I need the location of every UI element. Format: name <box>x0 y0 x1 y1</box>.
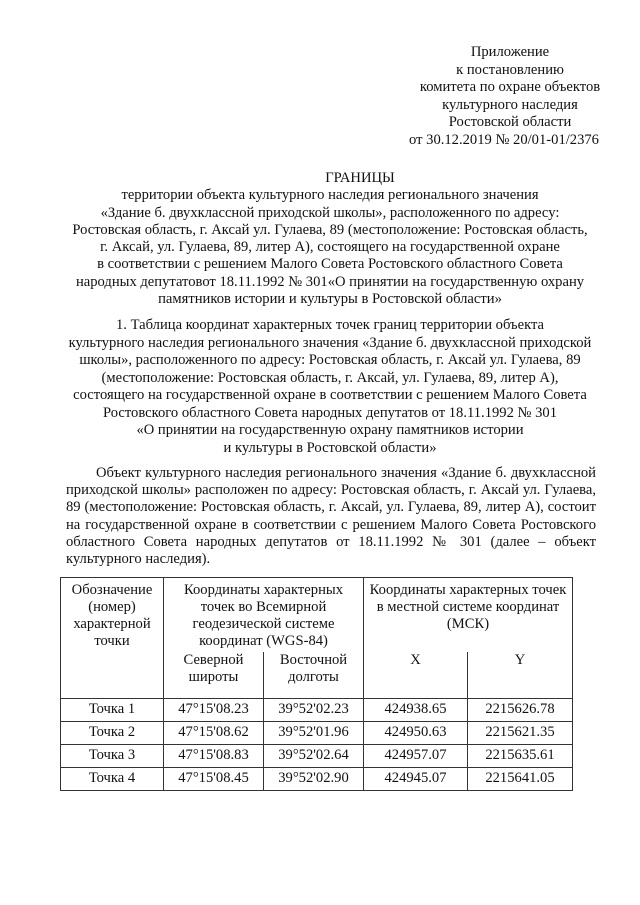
header-designation: Обозначение (номер) характерной точки <box>61 578 164 699</box>
title-line: памятников истории и культуры в Ростовской области» <box>158 291 502 308</box>
cell-latitude: 47°15'08.62 <box>164 722 264 745</box>
section-line: (местоположение: Ростовская область, г. Аксай, ул. Гулаева, 89, литер А), <box>101 369 559 386</box>
section-line: культурного наследия регионального значения «Здание б. двухклассной приходской <box>68 334 592 351</box>
cell-point: Точка 1 <box>61 699 164 722</box>
cell-latitude: 47°15'08.23 <box>164 699 264 722</box>
table-row <box>61 699 573 722</box>
cell-y: 2215621.35 <box>468 722 573 745</box>
cell-latitude: 47°15'08.45 <box>164 768 264 791</box>
section-line: и культуры в Ростовской области» <box>223 439 437 456</box>
title-line: «Здание б. двухклассной приходской школы», расположенного по адресу: <box>100 204 560 221</box>
cell-point: Точка 2 <box>61 722 164 745</box>
header-wgs84: Координаты характерных точек во Всемирной геодезической системе координат (WGS-84) <box>164 578 364 653</box>
cell-x: 424938.65 <box>364 699 468 722</box>
cell-point: Точка 3 <box>61 745 164 768</box>
cell-longitude: 39°52'02.64 <box>264 745 364 768</box>
cell-y: 2215641.05 <box>468 768 573 791</box>
header-msk: Координаты характерных точек в местной системе координат (МСК) <box>364 578 573 653</box>
appendix-line: к постановлению <box>456 61 564 78</box>
subheader-north-latitude: Северной широты <box>164 652 264 699</box>
title-line: народных депутатовот 18.11.1992 № 301«О принятии на государственную охрану <box>75 273 585 290</box>
title-line: территории объекта культурного наследия регионального значения <box>121 187 539 204</box>
appendix-date-line: от 30.12.2019 № 20/01-01/2376 <box>409 131 599 148</box>
section-line: Ростовского областного Совета народных депутатов от 18.11.1992 № 301 <box>102 404 557 421</box>
cell-x: 424950.63 <box>364 722 468 745</box>
cell-x: 424957.07 <box>364 745 468 768</box>
appendix-block <box>380 44 640 149</box>
object-description-paragraph: Объект культурного наследия регионального значения «Здание б. двухклассной приходской школы» расположен по адресу: Ростовская область, г. Аксай ул. Гулаева, 89 (местоположение: Ростовская область, г. Аксай, ул. Гулаева, 89, литер А), состоит на государственной охране в соответствии с решением Малого Совета Ростовского областного Совета народных депутатов от 18.11.1992 № 301 (далее – объект культурного наследия). <box>66 465 596 568</box>
section-line: «О принятии на государственную охрану памятников истории <box>136 422 524 438</box>
cell-x: 424945.07 <box>364 768 468 791</box>
appendix-line: культурного наследия <box>442 96 578 113</box>
section-line: школы», расположенного по адресу: Ростовская область, г. Аксай ул. Гулаева, 89 <box>79 352 581 368</box>
section-line: состоящего на государственной охране в соответствии с решением Малого Совета <box>73 387 587 403</box>
table-row <box>61 722 573 745</box>
cell-point: Точка 4 <box>61 768 164 791</box>
table-row <box>61 745 573 768</box>
table-row <box>61 768 573 791</box>
section-line: 1. Таблица координат характерных точек границ территории объекта <box>115 317 544 333</box>
cell-y: 2215635.61 <box>468 745 573 768</box>
cell-longitude: 39°52'01.96 <box>264 722 364 745</box>
subheader-x: X <box>364 652 468 699</box>
coordinates-table <box>60 577 573 791</box>
cell-longitude: 39°52'02.23 <box>264 699 364 722</box>
appendix-line: комитета по охране объектов <box>419 79 601 95</box>
cell-y: 2215626.78 <box>468 699 573 722</box>
section-1-heading <box>60 317 600 457</box>
subheader-y: Y <box>468 652 573 699</box>
title-line: Ростовская область, г. Аксай ул. Гулаева, 89 (местоположение: Ростовская область, <box>72 221 588 238</box>
cell-longitude: 39°52'02.90 <box>264 768 364 791</box>
cell-latitude: 47°15'08.83 <box>164 745 264 768</box>
title-line: г. Аксай, ул. Гулаева, 89, литер А), состоящего на государственной охране <box>100 239 560 256</box>
table-header-row <box>61 578 573 653</box>
document-title <box>60 170 600 308</box>
appendix-line: Приложение <box>470 44 550 60</box>
appendix-line: Ростовской области <box>448 114 572 130</box>
title-heading: ГРАНИЦЫ <box>325 170 395 186</box>
title-line: в соответствии с решением Малого Совета Ростовского областного Совета <box>97 256 563 273</box>
subheader-east-longitude: Восточной долготы <box>264 652 364 699</box>
